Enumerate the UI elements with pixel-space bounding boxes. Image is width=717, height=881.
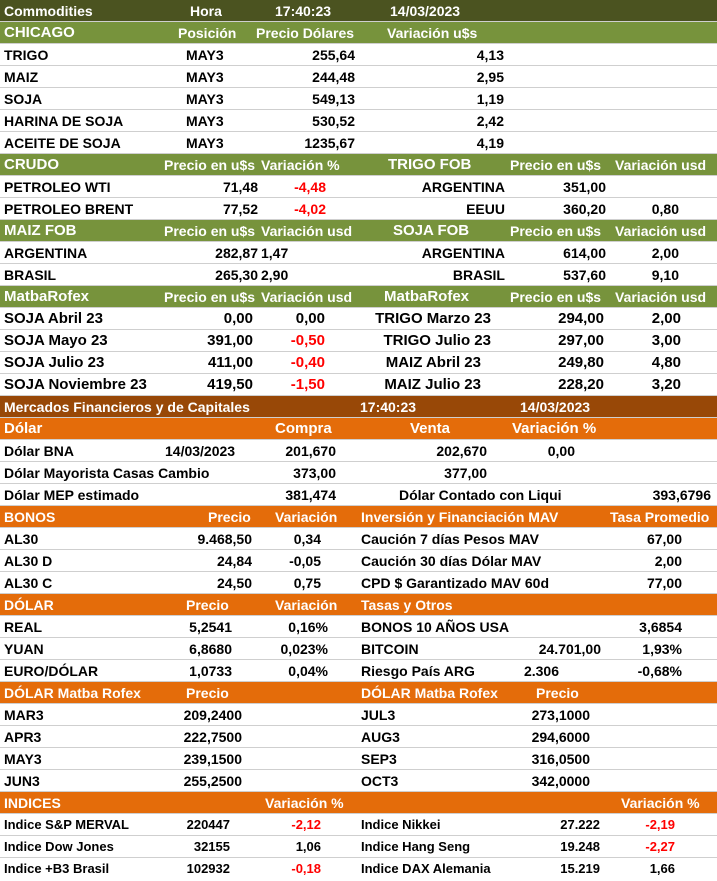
index-name: Indice Dow Jones	[4, 839, 114, 854]
chicago-title: CHICAGO	[4, 24, 75, 41]
mav-h-tasa: Tasa Promedio	[610, 509, 710, 525]
maiz-fob-price: 282,87	[215, 245, 258, 261]
trigo-fob-price: 360,20	[563, 201, 606, 217]
currency-name: REAL	[4, 619, 43, 635]
mav-tasa: 67,00	[646, 531, 682, 547]
table-row	[0, 660, 717, 682]
mav-name: Caución 30 días Dólar MAV	[361, 553, 542, 569]
soja-fob-var: 2,00	[651, 245, 679, 261]
matba-right-price: 228,20	[558, 376, 604, 393]
dolar-future-price: 255,2500	[183, 773, 242, 789]
index-value: 102932	[186, 861, 230, 876]
maiz-fob-h-precio: Precio en u$s	[164, 223, 256, 239]
table-row	[0, 110, 717, 132]
dolar2-h-precio: Precio	[186, 597, 229, 613]
table-row	[0, 374, 717, 396]
dolar-h-compra: Compra	[275, 420, 332, 437]
dolar-future-price: 239,1500	[183, 751, 242, 767]
dolar-header	[0, 418, 717, 440]
bono-var: 0,75	[293, 575, 321, 591]
dolar-h-venta: Venta	[410, 420, 451, 437]
matba-left-name: SOJA Abril 23	[4, 310, 103, 327]
crudo-header	[0, 154, 717, 176]
bonos-header	[0, 506, 717, 528]
index-value: 220447	[186, 817, 230, 832]
matba-left-h-precio: Precio en u$s	[164, 289, 256, 305]
table-row	[0, 484, 717, 506]
dolar-bna-compra: 201,670	[285, 443, 336, 459]
dolar-ccl-name: Dólar Contado con Liqui	[399, 487, 562, 503]
maiz-fob-title: MAIZ FOB	[4, 222, 77, 239]
dolar-future-name: APR3	[4, 729, 42, 745]
dolar2-header	[0, 594, 717, 616]
table-row	[0, 242, 717, 264]
trigo-fob-name: EEUU	[466, 201, 505, 217]
header-row	[0, 0, 717, 22]
commodity-price: 1235,67	[304, 135, 355, 151]
soja-fob-title: SOJA FOB	[393, 222, 470, 239]
trigo-fob-name: ARGENTINA	[421, 179, 505, 195]
matba-right-var: 4,80	[651, 354, 681, 371]
tasa-name: BITCOIN	[361, 641, 419, 657]
currency-name: YUAN	[4, 641, 44, 657]
chicago-h-posicion: Posición	[178, 25, 237, 41]
soja-fob-price: 537,60	[563, 267, 606, 283]
matba-left-var: -0,40	[290, 354, 325, 371]
commodity-pos: MAY3	[186, 69, 224, 85]
sheet-title: Commodities	[4, 3, 93, 19]
matba-left-price: 391,00	[207, 332, 253, 349]
commodity-pos: MAY3	[186, 135, 224, 151]
index-name: Indice Nikkei	[361, 817, 441, 832]
index-value: 27.222	[560, 817, 600, 832]
matba-right-h-precio: Precio en u$s	[510, 289, 602, 305]
bono-var: -0,05	[289, 553, 321, 569]
index-name: Indice +B3 Brasil	[4, 861, 110, 876]
table-row	[0, 440, 717, 462]
bono-name: AL30	[4, 531, 39, 547]
dolar-bna-var: 0,00	[547, 443, 575, 459]
commodity-var: 4,19	[476, 135, 504, 151]
table-row	[0, 616, 717, 638]
commodity-name: MAIZ	[4, 69, 39, 85]
crudo-name: PETROLEO BRENT	[4, 201, 134, 217]
bonos-h-precio: Precio	[208, 509, 251, 525]
dolar-future-name: MAY3	[4, 751, 42, 767]
commodity-name: ACEITE DE SOJA	[4, 135, 121, 151]
table-row	[0, 528, 717, 550]
index-value: 32155	[193, 839, 230, 854]
currency-price: 1,0733	[189, 663, 232, 679]
index-var: -2,12	[291, 817, 321, 832]
dolar-future-name: AUG3	[361, 729, 400, 745]
dolar-future-price: 209,2400	[183, 707, 242, 723]
maiz-fob-h-variacion: Variación usd	[261, 223, 353, 239]
currency-price: 5,2541	[189, 619, 232, 635]
matba-left-price: 0,00	[223, 310, 253, 327]
fob-header	[0, 220, 717, 242]
dolar2-h-variacion: Variación	[275, 597, 338, 613]
crudo-price: 77,52	[222, 201, 258, 217]
table-row	[0, 726, 717, 748]
bono-price: 24,84	[216, 553, 252, 569]
dolar-title: Dólar	[4, 420, 43, 437]
crudo-h-precio: Precio en u$s	[164, 157, 256, 173]
commodity-var: 2,95	[476, 69, 504, 85]
commodity-pos: MAY3	[186, 113, 224, 129]
crudo-var: -4,02	[294, 201, 326, 217]
table-row	[0, 572, 717, 594]
commodity-var: 1,19	[476, 91, 504, 107]
table-row	[0, 638, 717, 660]
commodity-price: 244,48	[312, 69, 355, 85]
bono-var: 0,34	[293, 531, 321, 547]
dolar-mayorista-venta: 377,00	[444, 465, 487, 481]
mav-tasa: 77,00	[646, 575, 682, 591]
trigo-fob-h-variacion: Variación usd	[615, 157, 707, 173]
table-row	[0, 44, 717, 66]
table-row	[0, 308, 717, 330]
matba-left-title: MatbaRofex	[4, 288, 90, 305]
table-row	[0, 550, 717, 572]
mav-name: CPD $ Garantizado MAV 60d	[361, 575, 550, 591]
table-row	[0, 836, 717, 858]
index-name: Indice Hang Seng	[361, 839, 471, 854]
table-row	[0, 748, 717, 770]
matba-right-price: 297,00	[558, 332, 604, 349]
matba-right-price: 294,00	[558, 310, 604, 327]
currency-var: 0,16%	[288, 619, 328, 635]
bono-price: 9.468,50	[197, 531, 252, 547]
dolar-matba-left-title: DÓLAR Matba Rofex	[4, 685, 141, 701]
table-row	[0, 770, 717, 792]
table-row	[0, 704, 717, 726]
matba-left-name: SOJA Mayo 23	[4, 332, 108, 349]
matba-right-var: 3,20	[651, 376, 681, 393]
soja-fob-var: 9,10	[651, 267, 679, 283]
matba-right-name: TRIGO Marzo 23	[375, 310, 491, 327]
matba-left-price: 419,50	[207, 376, 253, 393]
mercados-title: Mercados Financieros y de Capitales	[4, 399, 250, 415]
soja-fob-name: BRASIL	[452, 267, 505, 283]
dolar-mep-name: Dólar MEP estimado	[4, 487, 140, 503]
table-row	[0, 264, 717, 286]
trigo-fob-var: 0,80	[651, 201, 679, 217]
commodity-var: 2,42	[476, 113, 504, 129]
tasa-price: 24.701,00	[538, 641, 601, 657]
table-row	[0, 352, 717, 374]
indices-h-variacion-left: Variación %	[265, 795, 344, 811]
crudo-var: -4,48	[294, 179, 326, 195]
index-value: 15.219	[560, 861, 600, 876]
matba-right-var: 2,00	[651, 310, 681, 327]
dolar-future-price: 342,0000	[531, 773, 590, 789]
matba-left-var: -1,50	[290, 376, 325, 393]
commodity-name: SOJA	[4, 91, 43, 107]
matba-right-var: 3,00	[651, 332, 681, 349]
matba-right-h-variacion: Variación usd	[615, 289, 707, 305]
dolar-future-price: 273,1000	[531, 707, 590, 723]
commodity-pos: MAY3	[186, 91, 224, 107]
mav-name: Caución 7 días Pesos MAV	[361, 531, 539, 547]
dolar-future-name: MAR3	[4, 707, 44, 723]
header-time: 17:40:23	[275, 3, 332, 19]
mercados-date: 14/03/2023	[520, 399, 591, 415]
indices-header	[0, 792, 717, 814]
table-row	[0, 330, 717, 352]
dolar-matba-right-title: DÓLAR Matba Rofex	[361, 685, 498, 701]
maiz-fob-price: 265,30	[215, 267, 258, 283]
crudo-title: CRUDO	[4, 156, 59, 173]
matba-right-name: MAIZ Abril 23	[385, 354, 481, 371]
dolar-bna-date: 14/03/2023	[165, 443, 236, 459]
matba-left-h-variacion: Variación usd	[261, 289, 353, 305]
matba-left-var: 0,00	[295, 310, 325, 327]
commodity-pos: MAY3	[186, 47, 224, 63]
maiz-fob-var: 2,90	[261, 267, 289, 283]
currency-var: 0,04%	[288, 663, 328, 679]
dolar-future-name: JUL3	[361, 707, 396, 723]
maiz-fob-name: BRASIL	[4, 267, 57, 283]
trigo-fob-title: TRIGO FOB	[388, 156, 472, 173]
bono-name: AL30 C	[4, 575, 53, 591]
bonos-h-variacion: Variación	[275, 509, 338, 525]
header-date: 14/03/2023	[390, 3, 461, 19]
matba-right-title: MatbaRofex	[384, 288, 470, 305]
index-var: -0,18	[291, 861, 321, 876]
tasa-var: 3,6854	[639, 619, 682, 635]
index-value: 19.248	[560, 839, 600, 854]
dolar-mayorista-compra: 373,00	[293, 465, 336, 481]
soja-fob-price: 614,00	[563, 245, 606, 261]
trigo-fob-h-precio: Precio en u$s	[510, 157, 602, 173]
commodity-name: HARINA DE SOJA	[4, 113, 124, 129]
table-row	[0, 814, 717, 836]
mav-title: Inversión y Financiación MAV	[361, 509, 559, 525]
commodity-price: 549,13	[312, 91, 355, 107]
tasas-title: Tasas y Otros	[361, 597, 453, 613]
mav-tasa: 2,00	[654, 553, 682, 569]
dolar-future-price: 222,7500	[183, 729, 242, 745]
index-var: -2,27	[645, 839, 675, 854]
commodity-price: 530,52	[312, 113, 355, 129]
soja-fob-h-variacion: Variación usd	[615, 223, 707, 239]
dolar-future-price: 316,0500	[531, 751, 590, 767]
dolar-matba-right-h-precio: Precio	[536, 685, 579, 701]
crudo-price: 71,48	[222, 179, 258, 195]
tasa-var: 1,93%	[642, 641, 682, 657]
dolar-bna-name: Dólar BNA	[4, 443, 75, 459]
commodity-name: TRIGO	[4, 47, 49, 63]
commodity-var: 4,13	[476, 47, 504, 63]
crudo-name: PETROLEO WTI	[4, 179, 111, 195]
tasa-name: BONOS 10 AÑOS USA	[361, 619, 510, 635]
dolar2-title: DÓLAR	[4, 597, 54, 613]
dolar-ccl-valor: 393,6796	[652, 487, 711, 503]
index-var: 1,06	[295, 839, 321, 854]
bono-price: 24,50	[216, 575, 252, 591]
maiz-fob-var: 1,47	[261, 245, 289, 261]
dolar-mayorista-name: Dólar Mayorista Casas Cambio	[4, 465, 210, 481]
matba-right-price: 249,80	[558, 354, 604, 371]
dolar-h-variacion: Variación %	[512, 420, 597, 437]
dolar-mep-valor: 381,474	[285, 487, 336, 503]
mercados-header	[0, 396, 717, 418]
dolar-future-name: SEP3	[361, 751, 397, 767]
currency-price: 6,8680	[189, 641, 232, 657]
table-row	[0, 66, 717, 88]
table-row	[0, 132, 717, 154]
tasa-price: 2.306	[523, 663, 559, 679]
currency-name: EURO/DÓLAR	[4, 663, 99, 679]
table-row	[0, 858, 717, 881]
matba-right-name: MAIZ Julio 23	[384, 376, 481, 393]
currency-var: 0,023%	[280, 641, 328, 657]
tasa-name: Riesgo País ARG	[361, 663, 475, 679]
chicago-h-variacion: Variación u$s	[387, 25, 478, 41]
table-row	[0, 462, 717, 484]
dolar-matba-header	[0, 682, 717, 704]
indices-title: INDICES	[4, 795, 61, 811]
dolar-future-name: OCT3	[361, 773, 399, 789]
dolar-matba-left-h-precio: Precio	[186, 685, 229, 701]
matba-right-name: TRIGO Julio 23	[383, 332, 491, 349]
matba-left-price: 411,00	[207, 354, 253, 371]
matba-left-name: SOJA Noviembre 23	[4, 376, 147, 393]
dolar-future-price: 294,6000	[531, 729, 590, 745]
crudo-h-variacion: Variación %	[261, 157, 340, 173]
bonos-title: BONOS	[4, 509, 56, 525]
commodity-price: 255,64	[312, 47, 355, 63]
indices-h-variacion-right: Variación %	[621, 795, 700, 811]
matba-left-name: SOJA Julio 23	[4, 354, 105, 371]
matba-left-var: -0,50	[290, 332, 325, 349]
dolar-bna-venta: 202,670	[436, 443, 487, 459]
index-var: 1,66	[649, 861, 675, 876]
soja-fob-name: ARGENTINA	[421, 245, 505, 261]
tasa-var: -0,68%	[637, 663, 682, 679]
mercados-time: 17:40:23	[360, 399, 417, 415]
index-name: Indice S&P MERVAL	[4, 817, 129, 832]
index-var: -2,19	[645, 817, 675, 832]
table-row	[0, 88, 717, 110]
maiz-fob-name: ARGENTINA	[4, 245, 88, 261]
soja-fob-h-precio: Precio en u$s	[510, 223, 602, 239]
table-row	[0, 198, 717, 220]
chicago-h-precio: Precio Dólares	[256, 25, 355, 41]
matba-header	[0, 286, 717, 308]
bono-name: AL30 D	[4, 553, 53, 569]
dolar-future-name: JUN3	[4, 773, 40, 789]
trigo-fob-price: 351,00	[563, 179, 606, 195]
chicago-header	[0, 22, 717, 44]
hora-label: Hora	[190, 3, 222, 19]
index-name: Indice DAX Alemania	[361, 861, 491, 876]
table-row	[0, 176, 717, 198]
